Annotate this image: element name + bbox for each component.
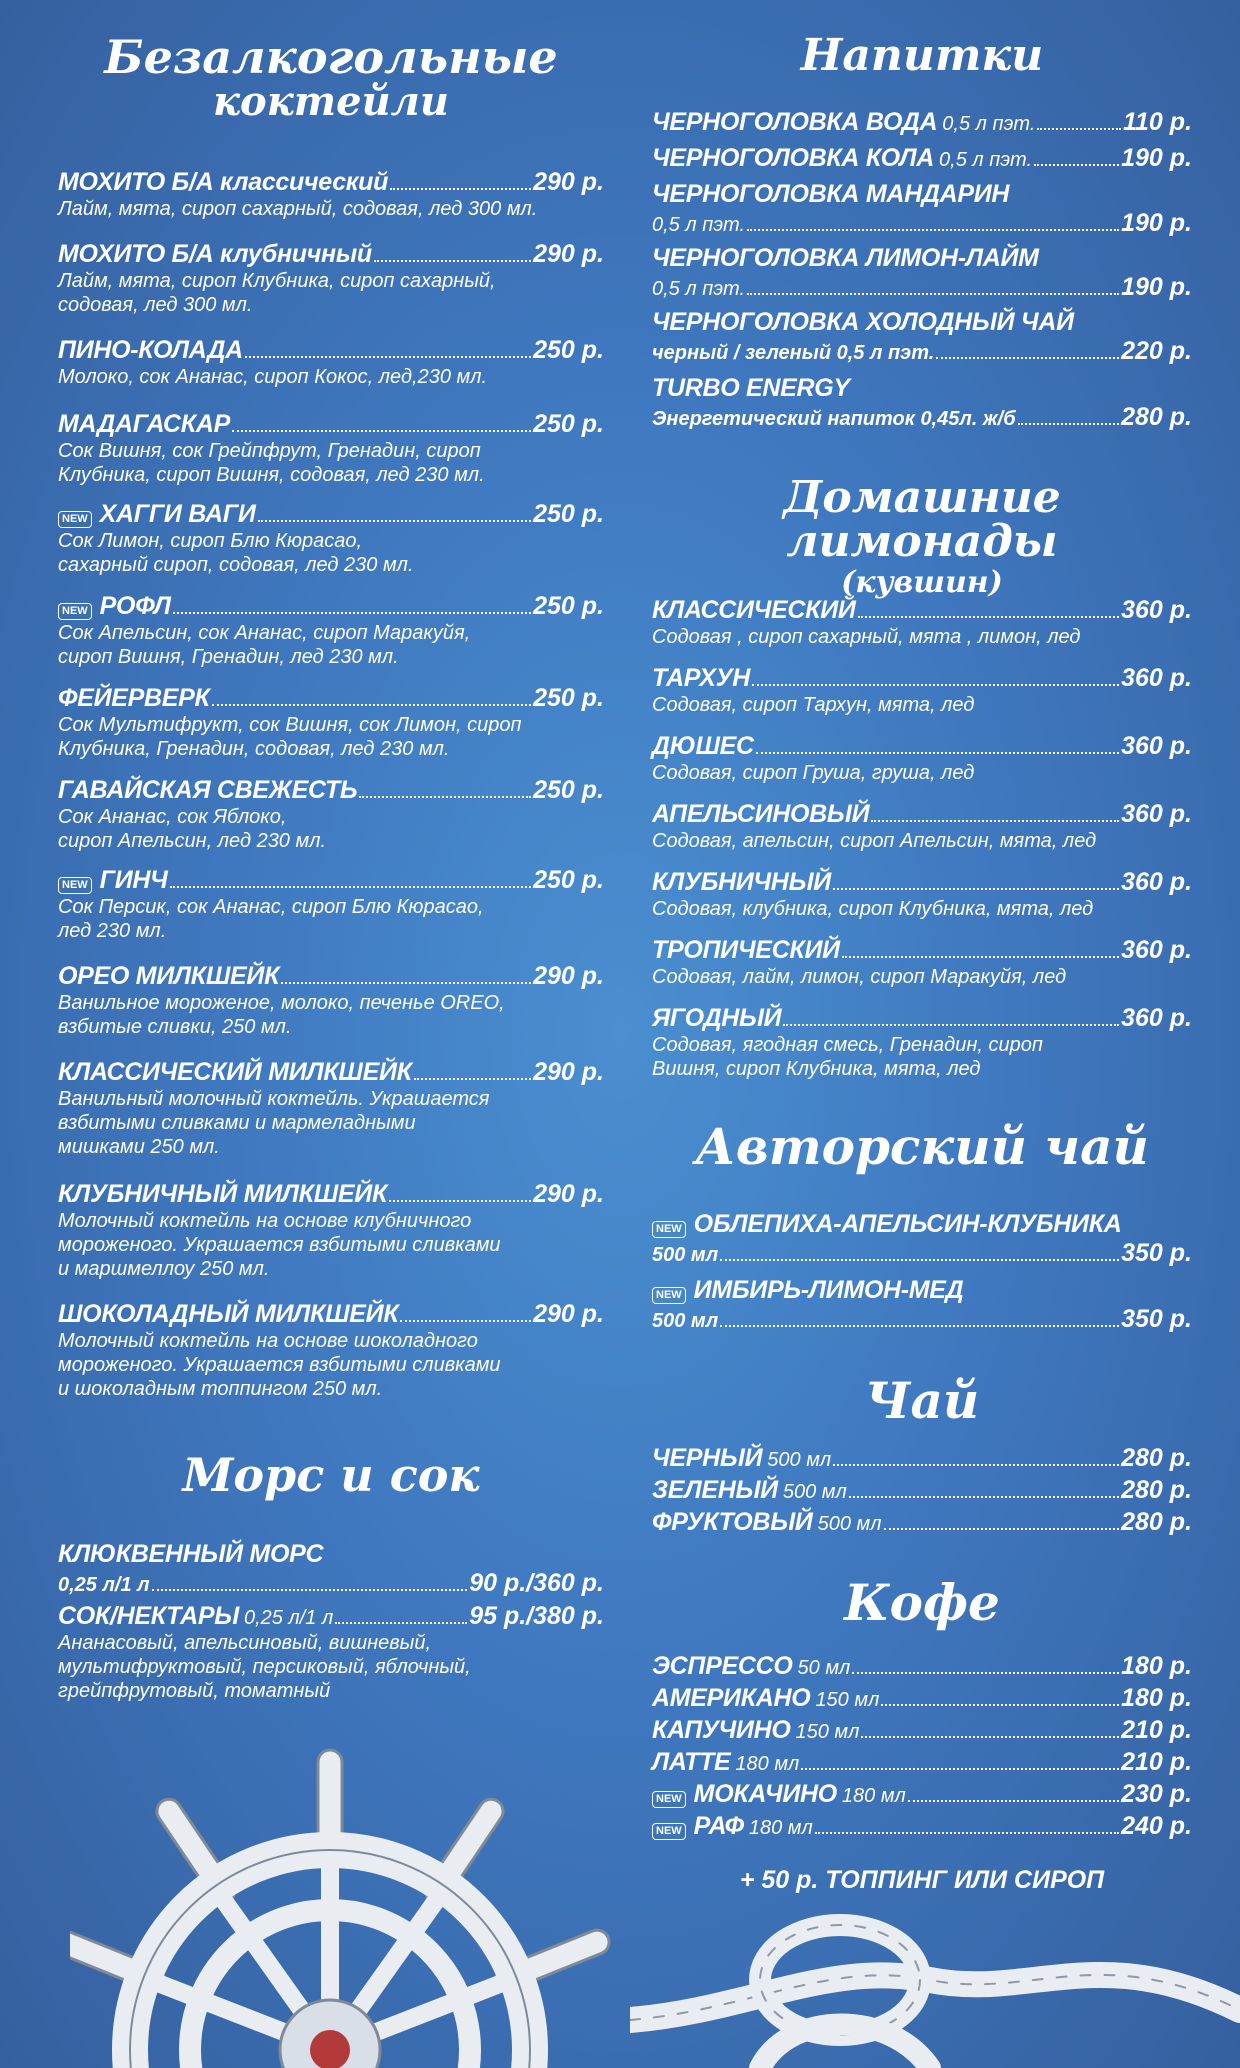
- lemonades-title: Домашние лимонады (кувшин): [783, 472, 1061, 600]
- item-desc: Ванильное мороженое, молоко, печенье OREO, взбитые сливки, 250 мл.: [58, 992, 505, 1038]
- coffee-item: [652, 1780, 1192, 1809]
- item-name: ФРУКТОВЫЙ: [652, 1508, 813, 1536]
- new-badge: NEW: [652, 1823, 686, 1840]
- item-price: 290 р.: [533, 962, 604, 990]
- item-desc: Содовая, сироп Груша, груша, лед: [652, 762, 975, 784]
- cocktail-item: [58, 592, 604, 669]
- dot-leader: [281, 982, 531, 984]
- cocktail-item: [58, 168, 604, 221]
- drink-limon-laim: ЧЕРНОГОЛОВКА ЛИМОН-ЛАЙМ 0,5 л пэт. 190 р.: [652, 244, 1192, 301]
- tea-item: [652, 1508, 1192, 1537]
- item-price: 250 р.: [533, 336, 604, 364]
- item-price: 290 р.: [533, 1300, 604, 1328]
- item-price: 360 р.: [1121, 732, 1192, 760]
- item-desc: Лайм, мята, сироп сахарный, содовая, лед 300 мл.: [58, 198, 538, 220]
- dot-leader: [232, 430, 531, 432]
- item-price: 290 р.: [533, 1058, 604, 1086]
- dot-leader: [390, 188, 531, 190]
- item-name: МОХИТО Б/А клубничный: [58, 240, 372, 268]
- item-desc: Содовая, апельсин, сироп Апельсин, мята, лед: [652, 830, 1097, 852]
- dot-leader: [858, 616, 1120, 618]
- item-price: 290 р.: [533, 1180, 604, 1208]
- author-tea-title: Авторский чай: [695, 1117, 1149, 1176]
- cocktail-item: [58, 866, 604, 943]
- item-price: 290 р.: [533, 240, 604, 268]
- dot-leader: [815, 1832, 1119, 1834]
- dot-leader: [414, 1078, 531, 1080]
- dot-leader: [756, 752, 1119, 754]
- cocktail-item: [58, 500, 604, 577]
- cocktail-item: [58, 1300, 604, 1401]
- mors-title: Морс и сок: [182, 1448, 480, 1502]
- item-desc: Сок Апельсин, сок Ананас, сироп Маракуйя, сироп Вишня, Гренадин, лед 230 мл.: [58, 622, 471, 668]
- drink-kola: ЧЕРНОГОЛОВКА КОЛА 0,5 л пэт. 190 р.: [652, 144, 1192, 172]
- dot-leader: [881, 1704, 1119, 1706]
- item-price: 250 р.: [533, 776, 604, 804]
- coffee-item: [652, 1684, 1192, 1713]
- dot-leader: [861, 1736, 1119, 1738]
- dot-leader: [833, 1464, 1119, 1466]
- drinks-title: Напитки: [800, 30, 1044, 81]
- dot-leader: [852, 1672, 1119, 1674]
- item-name: ШОКОЛАДНЫЙ МИЛКШЕЙК: [58, 1300, 399, 1328]
- item-name: ЭСПРЕССО: [652, 1652, 793, 1680]
- dot-leader: [173, 612, 531, 614]
- lemonade-item: [652, 800, 1192, 853]
- item-price: 280 р.: [1121, 1444, 1192, 1472]
- author-tea-item: NEW ИМБИРЬ-ЛИМОН-МЕД 500 мл 350 р.: [652, 1276, 1192, 1333]
- dot-leader: [833, 888, 1119, 890]
- dot-leader: [908, 1800, 1119, 1802]
- item-name: ГИНЧ: [99, 866, 168, 894]
- cocktail-item: [58, 776, 604, 853]
- new-badge: NEW: [652, 1791, 686, 1808]
- coffee-item: [652, 1812, 1192, 1841]
- item-name: КЛАССИЧЕСКИЙ МИЛКШЕЙК: [58, 1058, 412, 1086]
- item-desc: Содовая , сироп сахарный, мята , лимон, лед: [652, 626, 1081, 648]
- dot-leader: [884, 1528, 1120, 1530]
- item-price: 280 р.: [1121, 1508, 1192, 1536]
- item-price: 360 р.: [1121, 596, 1192, 624]
- item-name: АМЕРИКАНО: [652, 1684, 811, 1712]
- cocktails-title: Безалкогольные коктейли: [104, 30, 558, 125]
- juice-item: [58, 1602, 604, 1703]
- item-price: 240 р.: [1121, 1812, 1192, 1840]
- tea-item: [652, 1476, 1192, 1505]
- item-desc: Сок Лимон, сироп Блю Кюрасао, сахарный сироп, содовая, лед 230 мл.: [58, 530, 414, 576]
- new-badge: NEW: [58, 603, 92, 620]
- lemonade-item: [652, 936, 1192, 989]
- tea-item: [652, 1444, 1192, 1473]
- drink-mandarin: ЧЕРНОГОЛОВКА МАНДАРИН 0,5 л пэт. 190 р.: [652, 180, 1192, 237]
- lemonade-item: [652, 664, 1192, 717]
- drink-cold-tea: ЧЕРНОГОЛОВКА ХОЛОДНЫЙ ЧАЙ черный / зеленый 0,5 л пэт. 220 р.: [652, 308, 1192, 365]
- item-desc: Ванильный молочный коктейль. Украшается взбитыми сливками и мармеладными мишками 250 мл.: [58, 1088, 490, 1158]
- item-desc: Молоко, сок Ананас, сироп Кокос, лед,230 мл.: [58, 366, 488, 388]
- cocktail-item: [58, 684, 604, 761]
- item-name: КЛЮКВЕННЫЙ МОРС: [58, 1540, 324, 1568]
- dot-leader: [752, 684, 1119, 686]
- coffee-title: Кофе: [844, 1573, 1000, 1632]
- item-name: МАДАГАСКАР: [58, 410, 230, 438]
- dot-leader: [170, 886, 532, 888]
- item-name: АПЕЛЬСИНОВЫЙ: [652, 800, 870, 828]
- item-price: 250 р.: [533, 684, 604, 712]
- item-price: 250 р.: [533, 500, 604, 528]
- item-name: ХАГГИ ВАГИ: [99, 500, 256, 528]
- item-name: КЛУБНИЧНЫЙ: [652, 868, 831, 896]
- item-desc: Молочный коктейль на основе клубничного мороженого. Украшается взбитыми сливками и маршмеллоу 250 мл.: [58, 1210, 501, 1280]
- drink-voda: ЧЕРНОГОЛОВКА ВОДА 0,5 л пэт. 110 р.: [652, 108, 1192, 136]
- item-price: 180 р.: [1121, 1652, 1192, 1680]
- dot-leader: [359, 796, 531, 798]
- item-name: МОХИТО Б/А классический: [58, 168, 389, 196]
- new-badge: NEW: [58, 877, 92, 894]
- item-price: 360 р.: [1121, 936, 1192, 964]
- item-price: 360 р.: [1121, 868, 1192, 896]
- dot-leader: [783, 1024, 1119, 1026]
- mors-item: [58, 1540, 604, 1598]
- item-volume: 180 мл: [735, 1753, 800, 1775]
- item-desc: Содовая, ягодная смесь, Гренадин, сироп Вишня, сироп Клубника, мята, лед: [652, 1034, 1043, 1080]
- cocktail-item: [58, 1058, 604, 1159]
- dot-leader: [245, 356, 531, 358]
- item-desc: Лайм, мята, сироп Клубника, сироп сахарный, содовая, лед 300 мл.: [58, 270, 496, 316]
- cocktail-item: [58, 240, 604, 317]
- new-badge: NEW: [652, 1287, 686, 1304]
- item-name: ФЕЙЕРВЕРК: [58, 684, 210, 712]
- item-volume: 0,25 л/1 л: [243, 1607, 334, 1629]
- coffee-item: [652, 1652, 1192, 1681]
- item-desc: Сок Мультифрукт, сок Вишня, сок Лимон, сироп Клубника, Гренадин, содовая, лед 230 мл.: [58, 714, 522, 760]
- item-price: 210 р.: [1121, 1748, 1192, 1776]
- item-name: ГАВАЙСКАЯ СВЕЖЕСТЬ: [58, 776, 358, 804]
- item-volume: 500 мл: [767, 1449, 832, 1471]
- dot-leader: [258, 520, 532, 522]
- tea-title: Чай: [864, 1371, 980, 1430]
- item-name: ПИНО-КОЛАДА: [58, 336, 243, 364]
- coffee-item: [652, 1748, 1192, 1777]
- item-volume: 0,25 л/1 л: [58, 1574, 150, 1596]
- item-volume: 180 мл: [748, 1817, 813, 1839]
- cocktail-item: [58, 336, 604, 389]
- item-desc: Содовая, клубника, сироп Клубника, мята, лед: [652, 898, 1094, 920]
- dot-leader: [871, 820, 1119, 822]
- item-price: 250 р.: [533, 866, 604, 894]
- item-price: 230 р.: [1121, 1780, 1192, 1808]
- item-desc: Содовая, лайм, лимон, сироп Маракуйя, лед: [652, 966, 1067, 988]
- item-price: 360 р.: [1121, 1004, 1192, 1032]
- new-badge: NEW: [58, 511, 92, 528]
- dot-leader: [400, 1320, 531, 1322]
- item-price: 360 р.: [1121, 800, 1192, 828]
- item-price: 90 р./360 р.: [469, 1569, 604, 1597]
- cocktail-item: [58, 962, 604, 1039]
- dot-leader: [212, 704, 532, 706]
- item-price: 250 р.: [533, 410, 604, 438]
- item-price: 180 р.: [1121, 1684, 1192, 1712]
- dot-leader: [389, 1200, 531, 1202]
- lemonade-item: [652, 596, 1192, 649]
- item-desc: Ананасовый, апельсиновый, вишневый, мультифруктовый, персиковый, яблочный, грейпфрутовый, томатный: [58, 1632, 471, 1702]
- item-name: КЛУБНИЧНЫЙ МИЛКШЕЙК: [58, 1180, 388, 1208]
- item-name: КЛАССИЧЕСКИЙ: [652, 596, 856, 624]
- dot-leader: [849, 1496, 1119, 1498]
- item-price: 210 р.: [1121, 1716, 1192, 1744]
- ship-wheel-icon: [70, 1720, 630, 2068]
- item-desc: Сок Персик, сок Ананас, сироп Блю Кюрасао, лед 230 мл.: [58, 896, 484, 942]
- item-volume: 50 мл: [797, 1657, 851, 1679]
- item-desc: Содовая, сироп Тархун, мята, лед: [652, 694, 975, 716]
- topping-note: + 50 р. ТОППИНГ ИЛИ СИРОП: [739, 1866, 1105, 1894]
- item-desc: Молочный коктейль на основе шоколадного мороженого. Украшается взбитыми сливками и шоколадным топпингом 250 мл.: [58, 1330, 501, 1400]
- cocktail-item: [58, 1180, 604, 1281]
- item-name: МОКАЧИНО: [693, 1780, 837, 1808]
- item-price: 360 р.: [1121, 664, 1192, 692]
- dot-leader: [842, 956, 1119, 958]
- lemonade-item: [652, 732, 1192, 785]
- item-volume: 500 мл: [817, 1513, 882, 1535]
- item-name: ТРОПИЧЕСКИЙ: [652, 936, 840, 964]
- item-name: ЛАТТЕ: [652, 1748, 731, 1776]
- item-price: 250 р.: [533, 592, 604, 620]
- item-name: ЗЕЛЕНЫЙ: [652, 1476, 778, 1504]
- item-price: 280 р.: [1121, 1476, 1192, 1504]
- coffee-item: [652, 1716, 1192, 1745]
- author-tea-item: NEW ОБЛЕПИХА-АПЕЛЬСИН-КЛУБНИКА 500 мл 350 р.: [652, 1210, 1192, 1267]
- item-name: РАФ: [693, 1812, 744, 1840]
- item-volume: 150 мл: [795, 1721, 860, 1743]
- item-name: ТАРХУН: [652, 664, 750, 692]
- rope-knot-icon: [630, 1900, 1240, 2068]
- new-badge: NEW: [652, 1221, 686, 1238]
- item-name: ЯГОДНЫЙ: [652, 1004, 782, 1032]
- item-name: СОК/НЕКТАРЫ: [58, 1602, 239, 1630]
- item-name: ДЮШЕС: [652, 732, 754, 760]
- dot-leader: [801, 1768, 1119, 1770]
- drink-turbo: TURBO ENERGY Энергетический напиток 0,45л. ж/б 280 р.: [652, 374, 1192, 431]
- cocktail-item: [58, 410, 604, 487]
- dot-leader: [374, 260, 531, 262]
- item-price: 290 р.: [533, 168, 604, 196]
- item-name: КАПУЧИНО: [652, 1716, 791, 1744]
- item-desc: Сок Вишня, сок Грейпфрут, Гренадин, сироп Клубника, сироп Вишня, содовая, лед 230 мл.: [58, 440, 485, 486]
- item-volume: 180 мл: [841, 1785, 906, 1807]
- item-name: РОФЛ: [99, 592, 171, 620]
- item-volume: 150 мл: [815, 1689, 880, 1711]
- lemonade-item: [652, 868, 1192, 921]
- lemonade-item: [652, 1004, 1192, 1081]
- item-desc: Сок Ананас, сок Яблоко, сироп Апельсин, лед 230 мл.: [58, 806, 327, 852]
- item-volume: 500 мл: [782, 1481, 847, 1503]
- item-price: 95 р./380 р.: [469, 1602, 604, 1630]
- item-name: ОРЕО МИЛКШЕЙК: [58, 962, 280, 990]
- item-name: ЧЕРНЫЙ: [652, 1444, 763, 1472]
